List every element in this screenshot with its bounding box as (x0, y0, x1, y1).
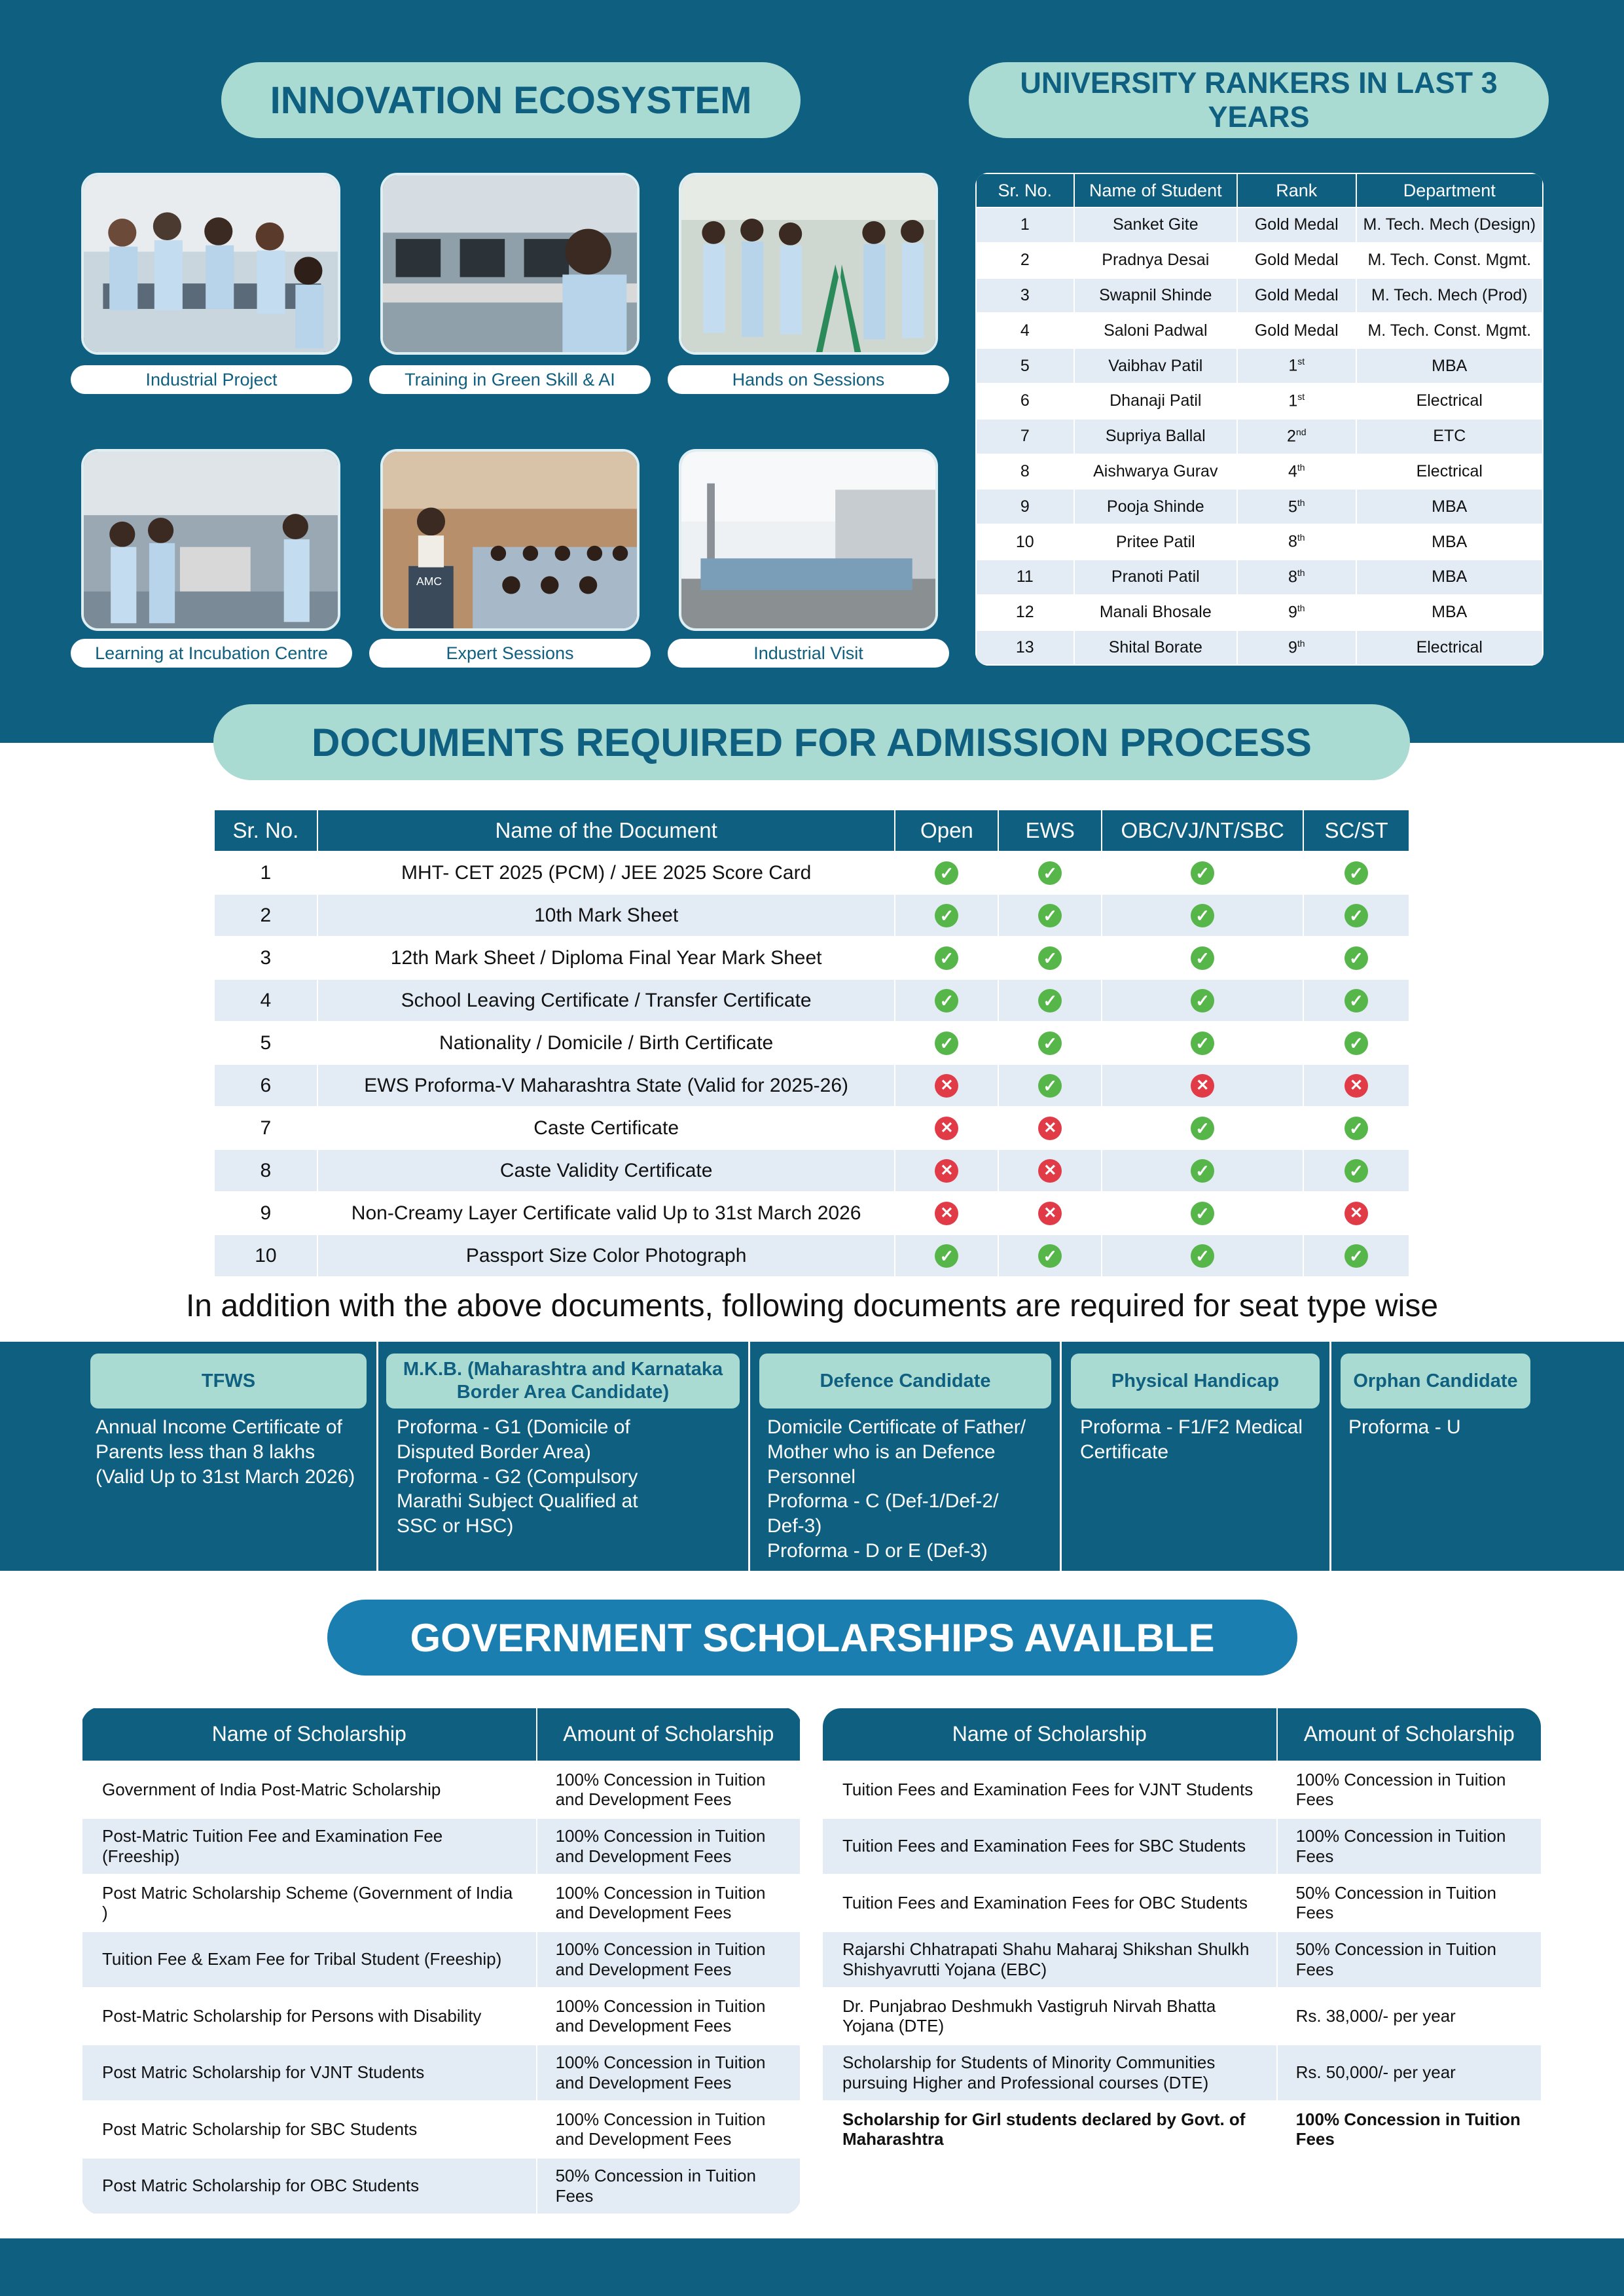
document-name: 10th Mark Sheet (317, 894, 895, 937)
scholarship-name: Post Matric Scholarship for SBC Students (82, 2101, 537, 2158)
document-open-cell (895, 1234, 998, 1277)
table-row (82, 1874, 801, 1931)
table-row (214, 1149, 1409, 1192)
ranker-rank-value: 4 (1288, 462, 1297, 481)
ranker-name: Saloni Padwal (1074, 313, 1237, 348)
table-row (822, 2101, 1542, 2158)
document-sc-cell (1303, 1107, 1409, 1149)
documents-col-name: Name of the Document (317, 810, 895, 852)
rankers-col-name: Name of Student (1074, 173, 1237, 207)
scholarship-name: Tuition Fees and Examination Fees for SBC Students (822, 1818, 1277, 1875)
check-icon: ✓ (1191, 1117, 1214, 1140)
ranker-name: Sanket Gite (1074, 207, 1237, 243)
cross-icon: ✕ (1038, 1159, 1062, 1183)
documents-header-row (214, 810, 1409, 852)
document-ews-cell (998, 1022, 1102, 1064)
check-icon: ✓ (1344, 989, 1368, 1013)
document-open-cell (895, 1022, 998, 1064)
document-name: School Leaving Certificate / Transfer Certificate (317, 979, 895, 1022)
table-row (976, 384, 1543, 419)
ranker-rank (1237, 419, 1356, 454)
table-row (822, 1874, 1542, 1931)
document-sc-cell (1303, 1192, 1409, 1234)
check-icon: ✓ (1038, 946, 1062, 970)
document-sr: 8 (214, 1149, 317, 1192)
table-row (82, 1818, 801, 1875)
table-row (214, 1064, 1409, 1107)
seat-type-title: Defence Candidate (759, 1354, 1051, 1408)
document-open-cell (895, 1107, 998, 1149)
check-icon: ✓ (1038, 1244, 1062, 1268)
document-sr: 3 (214, 937, 317, 979)
ranker-rank-value: 1 (1288, 356, 1298, 375)
document-name: Caste Certificate (317, 1107, 895, 1149)
document-name: 12th Mark Sheet / Diploma Final Year Mark Sheet (317, 937, 895, 979)
table-row (82, 2101, 801, 2158)
document-open-cell (895, 979, 998, 1022)
table-row (976, 454, 1543, 490)
check-icon: ✓ (1038, 904, 1062, 927)
documents-col-open: Open (895, 810, 998, 852)
ranker-department: MBA (1356, 524, 1543, 560)
document-sr: 10 (214, 1234, 317, 1277)
industrial-project-photo (81, 173, 340, 355)
table-row (82, 1931, 801, 1988)
check-icon: ✓ (1344, 904, 1368, 927)
scholarship-amount: 100% Concession in Tuition and Development Fees (537, 2045, 801, 2102)
ranker-name: Pooja Shinde (1074, 489, 1237, 524)
ranker-rank-value: 1 (1288, 391, 1298, 410)
scholarship-amount: 100% Concession in Tuition and Development Fees (537, 1874, 801, 1931)
seat-type-mkb (378, 1342, 750, 1571)
check-icon: ✓ (1344, 1031, 1368, 1055)
check-icon: ✓ (1038, 1074, 1062, 1098)
seat-type-physical-handicap (1062, 1342, 1331, 1571)
expert-sessions-photo (380, 449, 640, 631)
documents-col-ews: EWS (998, 810, 1102, 852)
cross-icon: ✕ (935, 1074, 958, 1098)
ranker-rank (1237, 595, 1356, 630)
green-skill-training-photo (380, 173, 640, 355)
ranker-rank-suffix: th (1297, 567, 1305, 579)
ranker-department: MBA (1356, 489, 1543, 524)
industrial-visit-photo (679, 449, 938, 631)
scholarship-amount: 100% Concession in Tuition and Development Fees (537, 1931, 801, 1988)
ranker-rank-suffix: st (1297, 391, 1305, 403)
cross-icon: ✕ (935, 1117, 958, 1140)
table-row (976, 560, 1543, 595)
table-row (214, 937, 1409, 979)
table-row (976, 630, 1543, 666)
table-row (976, 489, 1543, 524)
table-row (976, 278, 1543, 314)
scholarship-name: Scholarship for Girl students declared by Govt. of Maharashtra (822, 2101, 1277, 2158)
document-ews-cell (998, 979, 1102, 1022)
ranker-rank-value: 2 (1287, 427, 1296, 446)
document-name: Non-Creamy Layer Certificate valid Up to 31st March 2026 (317, 1192, 895, 1234)
ranker-sr: 2 (976, 243, 1074, 278)
table-row (822, 1931, 1542, 1988)
seat-type-body: Domicile Certificate of Father/ Mother who is an Defence Personnel Proforma - C (Def-1/Def-2/ Def-3) Proforma - D or E (Def-3) (767, 1416, 1026, 1562)
seat-type-body: Proforma - G1 (Domicile of Disputed Border Area) Proforma - G2 (Compulsory Marathi Subject Qualified at SSC or HSC) (397, 1416, 638, 1537)
seat-type-body: Proforma - U (1348, 1416, 1461, 1438)
documents-table (213, 809, 1410, 1278)
ranker-sr: 5 (976, 348, 1074, 384)
document-name: MHT- CET 2025 (PCM) / JEE 2025 Score Card (317, 852, 895, 894)
document-sr: 6 (214, 1064, 317, 1107)
seat-type-title: TFWS (90, 1354, 367, 1408)
scholarship-name: Rajarshi Chhatrapati Shahu Maharaj Shikshan Shulkh Shishyavrutti Yojana (EBC) (822, 1931, 1277, 1988)
ranker-name: Vaibhav Patil (1074, 348, 1237, 384)
scholarships-title: GOVERNMENT SCHOLARSHIPS AVAILBLE (327, 1600, 1297, 1676)
ranker-sr: 12 (976, 595, 1074, 630)
ranker-name: Dhanaji Patil (1074, 384, 1237, 419)
cross-icon: ✕ (1344, 1202, 1368, 1225)
scholarship-amount: 100% Concession in Tuition and Development Fees (537, 2101, 801, 2158)
scholarship-amount: 100% Concession in Tuition Fees (1277, 1818, 1542, 1875)
ranker-rank (1237, 243, 1356, 278)
scholarship-name: Scholarship for Students of Minority Communities pursuing Higher and Professional courses (DTE) (822, 2045, 1277, 2102)
table-row (214, 852, 1409, 894)
document-sr: 1 (214, 852, 317, 894)
ranker-rank-suffix: th (1297, 497, 1305, 508)
ranker-rank (1237, 630, 1356, 666)
caption-industrial-visit: Industrial Visit (668, 639, 949, 668)
ranker-rank (1237, 524, 1356, 560)
ranker-rank-value: 8 (1288, 532, 1297, 551)
ranker-sr: 4 (976, 313, 1074, 348)
ranker-rank (1237, 560, 1356, 595)
scholarship-amount: 100% Concession in Tuition and Development Fees (537, 1761, 801, 1818)
table-row (976, 243, 1543, 278)
ranker-department: MBA (1356, 348, 1543, 384)
cross-icon: ✕ (1344, 1074, 1368, 1098)
ranker-rank-suffix: nd (1295, 427, 1307, 438)
ranker-rank-suffix: th (1297, 532, 1305, 543)
scholarship-amount: 100% Concession in Tuition and Development Fees (537, 1818, 801, 1875)
documents-col-scst: SC/ST (1303, 810, 1409, 852)
ranker-sr: 7 (976, 419, 1074, 454)
table-row (976, 207, 1543, 243)
seat-type-title: Physical Handicap (1071, 1354, 1320, 1408)
document-ews-cell (998, 852, 1102, 894)
ranker-name: Pradnya Desai (1074, 243, 1237, 278)
ranker-sr: 10 (976, 524, 1074, 560)
ranker-name: Manali Bhosale (1074, 595, 1237, 630)
table-row (976, 313, 1543, 348)
document-sr: 2 (214, 894, 317, 937)
svg-text:AMC: AMC (416, 575, 442, 588)
cross-icon: ✕ (1038, 1202, 1062, 1225)
document-sr: 7 (214, 1107, 317, 1149)
scholarship-amount: 50% Concession in Tuition Fees (1277, 1931, 1542, 1988)
table-row (976, 419, 1543, 454)
document-sc-cell (1303, 852, 1409, 894)
document-open-cell (895, 1192, 998, 1234)
document-sc-cell (1303, 1149, 1409, 1192)
scholarship-name: Post-Matric Scholarship for Persons with Disability (82, 1988, 537, 2045)
check-icon: ✓ (1344, 1159, 1368, 1183)
scholarship-name: Tuition Fees and Examination Fees for VJNT Students (822, 1761, 1277, 1818)
ranker-sr: 11 (976, 560, 1074, 595)
table-row (214, 894, 1409, 937)
scholarship-amount: 100% Concession in Tuition and Development Fees (537, 1988, 801, 2045)
check-icon: ✓ (1191, 861, 1214, 885)
scholarship-name: Government of India Post-Matric Scholarship (82, 1761, 537, 1818)
check-icon: ✓ (1344, 946, 1368, 970)
document-obc-cell (1102, 979, 1303, 1022)
cross-icon: ✕ (935, 1202, 958, 1225)
document-sr: 5 (214, 1022, 317, 1064)
scholarship-name: Post Matric Scholarship for VJNT Students (82, 2045, 537, 2102)
check-icon: ✓ (1191, 1244, 1214, 1268)
table-row (822, 1761, 1542, 1818)
document-sc-cell (1303, 1064, 1409, 1107)
check-icon: ✓ (1344, 861, 1368, 885)
check-icon: ✓ (1191, 1031, 1214, 1055)
documents-col-sr: Sr. No. (214, 810, 317, 852)
document-obc-cell (1102, 937, 1303, 979)
scholarship-amount: Rs. 50,000/- per year (1277, 2045, 1542, 2102)
table-row (82, 2045, 801, 2102)
ranker-department: Electrical (1356, 454, 1543, 490)
ranker-sr: 9 (976, 489, 1074, 524)
ranker-rank-suffix: th (1297, 461, 1305, 473)
ranker-rank (1237, 489, 1356, 524)
ranker-sr: 13 (976, 630, 1074, 666)
ranker-rank (1237, 278, 1356, 314)
scholarships-table-left (81, 1707, 801, 2215)
scholarship-amount: Rs. 38,000/- per year (1277, 1988, 1542, 2045)
ranker-sr: 3 (976, 278, 1074, 314)
document-obc-cell (1102, 1234, 1303, 1277)
document-obc-cell (1102, 1022, 1303, 1064)
document-ews-cell (998, 1192, 1102, 1234)
document-open-cell (895, 937, 998, 979)
document-obc-cell (1102, 852, 1303, 894)
ranker-rank-value: Gold Medal (1254, 321, 1339, 340)
caption-expert-sessions: Expert Sessions (369, 639, 651, 668)
ranker-rank-value: 9 (1288, 638, 1297, 657)
check-icon: ✓ (935, 861, 958, 885)
document-name: Caste Validity Certificate (317, 1149, 895, 1192)
document-name: Nationality / Domicile / Birth Certificate (317, 1022, 895, 1064)
document-ews-cell (998, 1064, 1102, 1107)
cross-icon: ✕ (1191, 1074, 1214, 1098)
ranker-rank (1237, 384, 1356, 419)
table-row (822, 2045, 1542, 2102)
check-icon: ✓ (1038, 861, 1062, 885)
scholarship-name: Tuition Fees and Examination Fees for OBC Students (822, 1874, 1277, 1931)
scholarships-header-row (822, 1708, 1542, 1761)
document-sc-cell (1303, 1234, 1409, 1277)
document-ews-cell (998, 1234, 1102, 1277)
document-sc-cell (1303, 937, 1409, 979)
document-ews-cell (998, 1149, 1102, 1192)
ranker-department: Electrical (1356, 630, 1543, 666)
scholarships-table-right (821, 1707, 1542, 2159)
footer-band (0, 2238, 1624, 2296)
check-icon: ✓ (935, 946, 958, 970)
caption-green-skill-training: Training in Green Skill & AI (369, 365, 651, 394)
ranker-name: Supriya Ballal (1074, 419, 1237, 454)
document-ews-cell (998, 894, 1102, 937)
check-icon: ✓ (1191, 989, 1214, 1013)
table-row (214, 1234, 1409, 1277)
ranker-rank-value: Gold Medal (1254, 251, 1339, 270)
check-icon: ✓ (1038, 989, 1062, 1013)
scholarship-name-header: Name of Scholarship (82, 1708, 537, 1761)
innovation-title: INNOVATION ECOSYSTEM (221, 62, 801, 138)
table-row (214, 1192, 1409, 1234)
ranker-department: M. Tech. Const. Mgmt. (1356, 243, 1543, 278)
table-row (976, 595, 1543, 630)
seat-type-body: Proforma - F1/F2 Medical Certificate (1080, 1416, 1303, 1463)
check-icon: ✓ (1344, 1117, 1368, 1140)
check-icon: ✓ (1038, 1031, 1062, 1055)
document-sc-cell (1303, 979, 1409, 1022)
document-sr: 4 (214, 979, 317, 1022)
ranker-sr: 8 (976, 454, 1074, 490)
ranker-rank (1237, 207, 1356, 243)
rankers-col-rank: Rank (1237, 173, 1356, 207)
document-obc-cell (1102, 1064, 1303, 1107)
documents-col-obc: OBC/VJ/NT/SBC (1102, 810, 1303, 852)
seat-type-tfws (77, 1342, 378, 1571)
document-open-cell (895, 852, 998, 894)
scholarship-amount-header: Amount of Scholarship (1277, 1708, 1542, 1761)
ranker-rank-suffix: th (1297, 603, 1305, 613)
rankers-col-sr: Sr. No. (976, 173, 1074, 207)
rankers-col-dept: Department (1356, 173, 1543, 207)
table-row (976, 524, 1543, 560)
scholarship-name: Post Matric Scholarship for OBC Students (82, 2158, 537, 2215)
ranker-sr: 6 (976, 384, 1074, 419)
scholarship-name-header: Name of Scholarship (822, 1708, 1277, 1761)
seat-type-orphan (1331, 1342, 1547, 1571)
check-icon: ✓ (1191, 946, 1214, 970)
ranker-name: Shital Borate (1074, 630, 1237, 666)
check-icon: ✓ (1191, 1202, 1214, 1225)
ranker-name: Swapnil Shinde (1074, 278, 1237, 314)
ranker-name: Aishwarya Gurav (1074, 454, 1237, 490)
incubation-centre-photo (81, 449, 340, 631)
scholarship-amount: 50% Concession in Tuition Fees (1277, 1874, 1542, 1931)
ranker-department: M. Tech. Mech (Design) (1356, 207, 1543, 243)
ranker-rank-suffix: th (1297, 637, 1305, 649)
document-name: EWS Proforma-V Maharashtra State (Valid for 2025-26) (317, 1064, 895, 1107)
ranker-department: M. Tech. Mech (Prod) (1356, 278, 1543, 314)
document-sr: 9 (214, 1192, 317, 1234)
scholarship-name: Dr. Punjabrao Deshmukh Vastigruh Nirvah Bhatta Yojana (DTE) (822, 1988, 1277, 2045)
cross-icon: ✕ (1038, 1117, 1062, 1140)
document-open-cell (895, 1149, 998, 1192)
document-ews-cell (998, 937, 1102, 979)
scholarships-header-row (82, 1708, 801, 1761)
document-open-cell (895, 1064, 998, 1107)
caption-incubation-centre: Learning at Incubation Centre (71, 639, 352, 668)
scholarship-name: Tuition Fee & Exam Fee for Tribal Student (Freeship) (82, 1931, 537, 1988)
scholarship-name: Post Matric Scholarship Scheme (Government of India ) (82, 1874, 537, 1931)
seat-type-title: M.K.B. (Maharashtra and Karnataka Border Area Candidate) (386, 1354, 740, 1408)
document-sc-cell (1303, 1022, 1409, 1064)
check-icon: ✓ (1191, 904, 1214, 927)
table-row (82, 1761, 801, 1818)
check-icon: ✓ (935, 1031, 958, 1055)
document-ews-cell (998, 1107, 1102, 1149)
ranker-rank-value: Gold Medal (1254, 285, 1339, 304)
scholarship-amount: 100% Concession in Tuition Fees (1277, 2101, 1542, 2158)
caption-industrial-project: Industrial Project (71, 365, 352, 394)
rankers-title: UNIVERSITY RANKERS IN LAST 3 YEARS (969, 62, 1549, 138)
ranker-department: ETC (1356, 419, 1543, 454)
table-row (214, 979, 1409, 1022)
document-name: Passport Size Color Photograph (317, 1234, 895, 1277)
check-icon: ✓ (1191, 1159, 1214, 1183)
table-row (82, 2158, 801, 2215)
ranker-name: Pritee Patil (1074, 524, 1237, 560)
documents-title: DOCUMENTS REQUIRED FOR ADMISSION PROCESS (213, 704, 1410, 780)
check-icon: ✓ (935, 989, 958, 1013)
cross-icon: ✕ (935, 1159, 958, 1183)
ranker-department: MBA (1356, 595, 1543, 630)
ranker-sr: 1 (976, 207, 1074, 243)
ranker-rank-value: 5 (1288, 497, 1297, 516)
rankers-header-row (976, 173, 1543, 207)
table-row (822, 1988, 1542, 2045)
table-row (976, 348, 1543, 384)
ranker-department: MBA (1356, 560, 1543, 595)
scholarship-amount-header: Amount of Scholarship (537, 1708, 801, 1761)
document-obc-cell (1102, 894, 1303, 937)
document-obc-cell (1102, 1107, 1303, 1149)
check-icon: ✓ (935, 1244, 958, 1268)
table-row (214, 1107, 1409, 1149)
ranker-rank-value: Gold Medal (1254, 215, 1339, 234)
ranker-rank-value: 9 (1288, 603, 1297, 622)
seat-type-body: Annual Income Certificate of Parents less than 8 lakhs (Valid Up to 31st March 2026) (96, 1416, 355, 1488)
ranker-rank (1237, 313, 1356, 348)
table-row (82, 1988, 801, 2045)
document-obc-cell (1102, 1192, 1303, 1234)
document-open-cell (895, 894, 998, 937)
hands-on-sessions-photo (679, 173, 938, 355)
scholarship-amount: 50% Concession in Tuition Fees (537, 2158, 801, 2215)
ranker-rank (1237, 454, 1356, 490)
check-icon: ✓ (1344, 1244, 1368, 1268)
ranker-rank-value: 8 (1288, 567, 1297, 586)
document-obc-cell (1102, 1149, 1303, 1192)
ranker-department: Electrical (1356, 384, 1543, 419)
seat-type-title: Orphan Candidate (1341, 1354, 1530, 1408)
seat-type-defence (750, 1342, 1062, 1571)
document-sc-cell (1303, 894, 1409, 937)
table-row (214, 1022, 1409, 1064)
table-row (822, 1818, 1542, 1875)
ranker-rank-suffix: st (1297, 356, 1305, 367)
ranker-name: Pranoti Patil (1074, 560, 1237, 595)
seat-type-note: In addition with the above documents, following documents are required for seat type wise (185, 1289, 1439, 1323)
ranker-rank (1237, 348, 1356, 384)
rankers-table (975, 173, 1543, 666)
check-icon: ✓ (935, 904, 958, 927)
scholarship-amount: 100% Concession in Tuition Fees (1277, 1761, 1542, 1818)
caption-hands-on-sessions: Hands on Sessions (668, 365, 949, 394)
ranker-department: M. Tech. Const. Mgmt. (1356, 313, 1543, 348)
scholarship-name: Post-Matric Tuition Fee and Examination Fee (Freeship) (82, 1818, 537, 1875)
